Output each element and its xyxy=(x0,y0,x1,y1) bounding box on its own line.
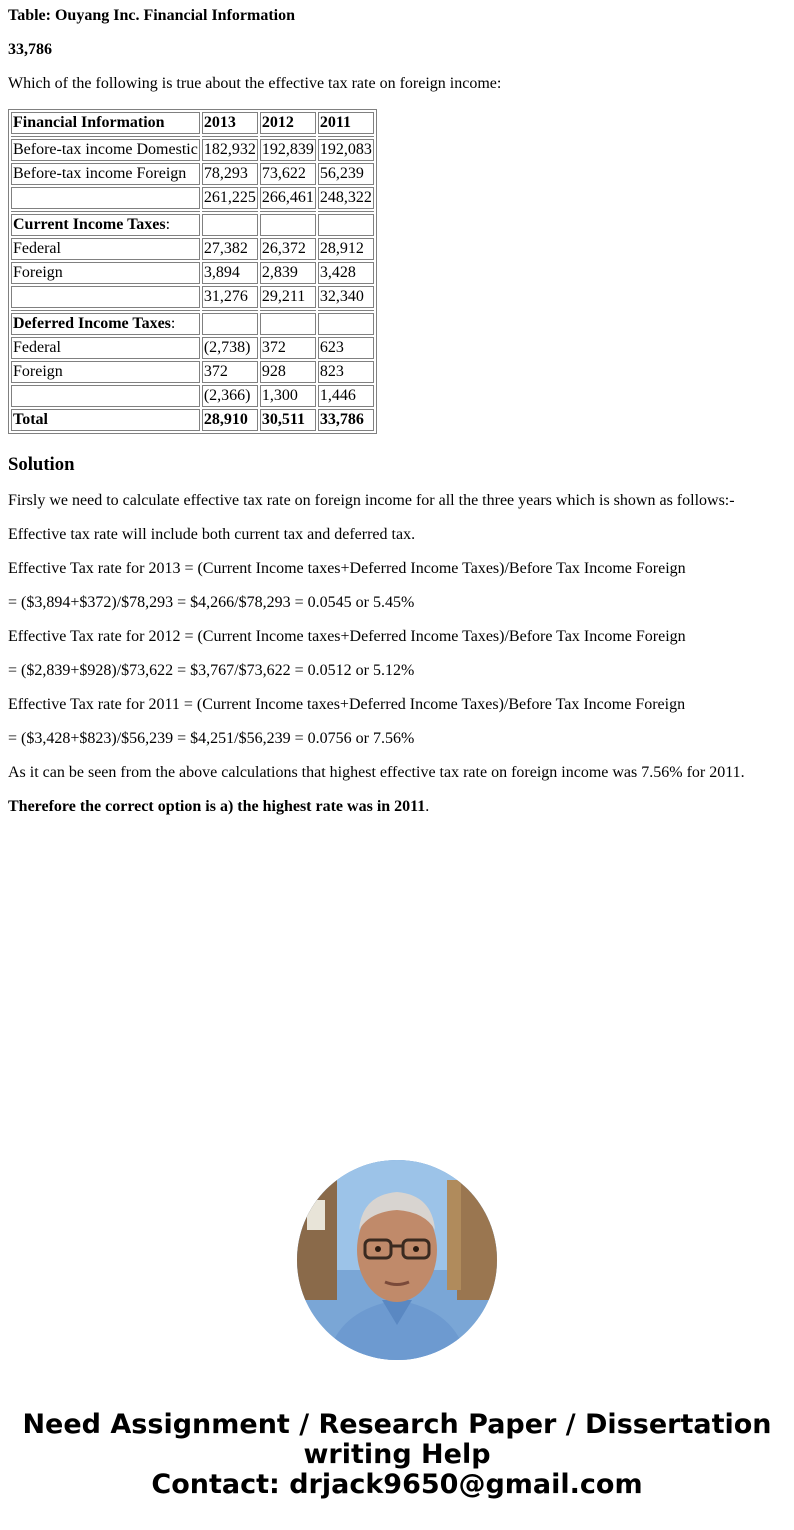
solution-paragraph: Effective tax rate will include both current tax and deferred tax. xyxy=(8,526,416,543)
conclusion: Therefore the correct option is a) the highest rate was in 2011. xyxy=(8,798,430,815)
table-separator xyxy=(11,310,374,311)
footer-line: writing Help xyxy=(303,1439,491,1470)
solution-paragraph: = ($3,428+$823)/$56,239 = $4,251/$56,239 = 0.0756 or 7.56% xyxy=(8,730,415,747)
table-row: Foreign 3,894 2,839 3,428 xyxy=(11,262,374,284)
contact-footer xyxy=(0,1410,794,1500)
question-text: Which of the following is true about the effective tax rate on foreign income: xyxy=(8,75,502,92)
solution-paragraph: As it can be seen from the above calculations that highest effective tax rate on foreign income was 7.56% for 2011. xyxy=(8,764,745,781)
document xyxy=(0,7,794,816)
solution-paragraph: Effective Tax rate for 2011 = (Current Income taxes+Deferred Income Taxes)/Before Tax Income Foreign xyxy=(8,696,686,713)
table-separator xyxy=(11,211,374,212)
person-portrait-icon xyxy=(297,1160,497,1360)
financial-table xyxy=(8,109,377,434)
table-row: Current Income Taxes: xyxy=(11,214,374,236)
table-row: Federal 27,382 26,372 28,912 xyxy=(11,238,374,260)
footer-contact: Contact: drjack9650@gmail.com xyxy=(151,1469,643,1500)
author-avatar xyxy=(297,1160,497,1360)
solution-paragraph: Firsly we need to calculate effective tax rate on foreign income for all the three years which is shown as follows:- xyxy=(8,492,735,509)
table-row: Federal (2,738) 372 623 xyxy=(11,337,374,359)
table-row: Before-tax income Foreign 78,293 73,622 56,239 xyxy=(11,163,374,185)
table-separator xyxy=(11,136,374,137)
table-total-row: Total 28,910 30,511 33,786 xyxy=(11,409,374,431)
solution-paragraph: Effective Tax rate for 2013 = (Current Income taxes+Deferred Income Taxes)/Before Tax Income Foreign xyxy=(8,560,686,577)
table-row: Deferred Income Taxes: xyxy=(11,313,374,335)
footer-line: Need Assignment / Research Paper / Dissertation xyxy=(22,1409,772,1440)
answer-value: 33,786 xyxy=(8,41,52,58)
table-row: 261,225 266,461 248,322 xyxy=(11,187,374,209)
table-header-row: Financial Information 2013 2012 2011 xyxy=(11,112,374,134)
solution-paragraph: = ($3,894+$372)/$78,293 = $4,266/$78,293 = 0.0545 or 5.45% xyxy=(8,594,415,611)
solution-heading: Solution xyxy=(8,454,75,475)
solution-paragraph: = ($2,839+$928)/$73,622 = $3,767/$73,622 = 0.0512 or 5.12% xyxy=(8,662,415,679)
table-title: Table: Ouyang Inc. Financial Information xyxy=(8,7,296,24)
table-row: 31,276 29,211 32,340 xyxy=(11,286,374,308)
table-row: (2,366) 1,300 1,446 xyxy=(11,385,374,407)
solution-paragraph: Effective Tax rate for 2012 = (Current Income taxes+Deferred Income Taxes)/Before Tax Income Foreign xyxy=(8,628,686,645)
table-row: Before-tax income Domestic 182,932 192,839 192,083 xyxy=(11,139,374,161)
table-row: Foreign 372 928 823 xyxy=(11,361,374,383)
